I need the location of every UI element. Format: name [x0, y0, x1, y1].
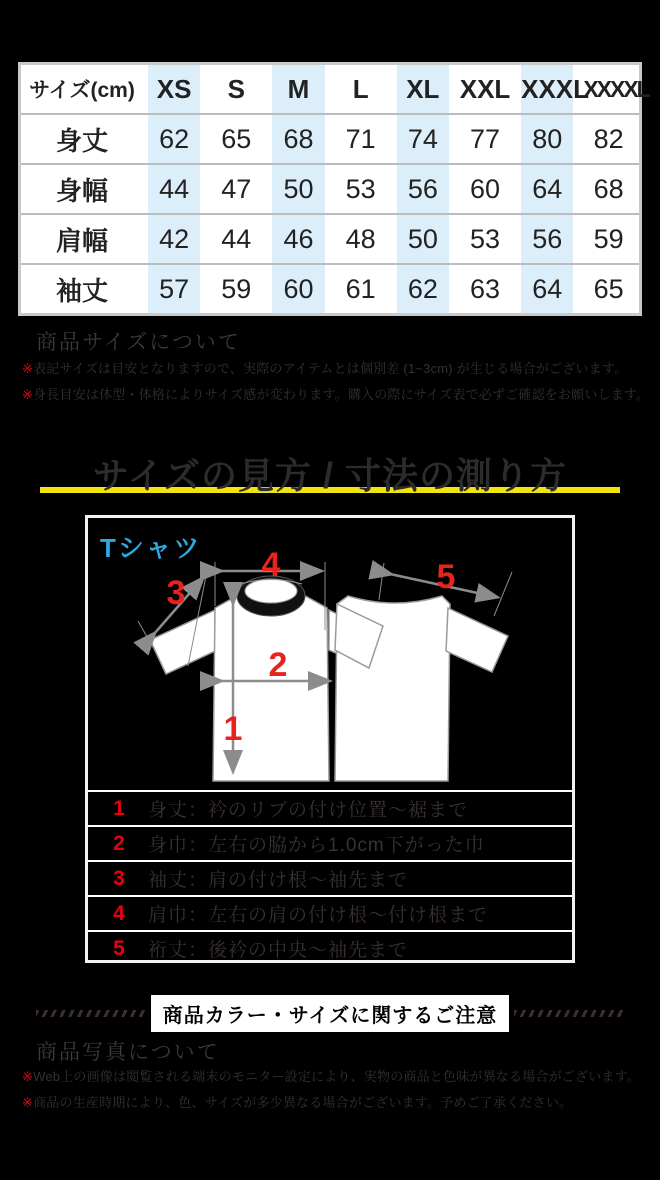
size-table-header-xs: XS [143, 64, 205, 115]
cell-value: 56 [392, 164, 454, 214]
cell-value: 50 [392, 214, 454, 264]
cell-value: 46 [267, 214, 329, 264]
photo-note-2 [22, 1090, 652, 1116]
legend-row-4 [88, 895, 572, 930]
cell-value: 63 [454, 264, 516, 315]
legend-row-2 [88, 825, 572, 860]
photo-notes [22, 1064, 652, 1116]
front-body [213, 588, 329, 782]
cell-value: 42 [143, 214, 205, 264]
legend-text: 肩巾：左右の肩の付け根〜付け根まで [148, 905, 489, 926]
cell-value: 71 [330, 114, 392, 164]
legend-text: 身丈：衿のリブの付け位置〜裾まで [148, 800, 469, 821]
cell-value: 53 [330, 164, 392, 214]
legend-number: 4 [113, 901, 125, 925]
legend-row-1 [88, 790, 572, 825]
cell-value: 64 [516, 164, 578, 214]
legend-row-5 [88, 930, 572, 965]
cell-value: 77 [454, 114, 516, 164]
front-left-sleeve [150, 610, 215, 674]
table-row-body-length [20, 114, 641, 164]
measure-diagram-box [85, 515, 575, 963]
size-table-header-xxxxl: XXXXL [583, 75, 649, 102]
legend-text: 袖丈：肩の付け根〜袖先まで [148, 870, 409, 891]
cell-value: 61 [330, 264, 392, 315]
note-marker: ※ [22, 1069, 34, 1084]
cell-value: 64 [516, 264, 578, 315]
cell-value: 74 [392, 114, 454, 164]
cell-value: 62 [392, 264, 454, 315]
size-table-header-unit: サイズ(cm) [29, 79, 135, 102]
photo-note-1 [22, 1064, 652, 1090]
color-size-notice-banner-row [0, 995, 660, 1032]
measure-number-5: 5 [436, 558, 456, 596]
cell-value: 44 [205, 214, 267, 264]
cell-value: 59 [578, 214, 640, 264]
table-row-body-width [20, 164, 641, 214]
cell-value: 53 [454, 214, 516, 264]
back-shirt-shape [335, 596, 508, 781]
cell-value: 62 [143, 114, 205, 164]
size-table-header-l: L [352, 73, 369, 104]
cell-value: 82 [578, 114, 640, 164]
cell-value: 57 [143, 264, 205, 315]
cell-value: 44 [143, 164, 205, 214]
table-row-shoulder-width [20, 214, 641, 264]
size-table-header-s: S [227, 73, 245, 104]
size-table-header-m: M [267, 64, 329, 115]
legend-number: 1 [113, 796, 125, 820]
dash-decoration-right [514, 1010, 624, 1017]
size-table-header-row [20, 64, 641, 115]
color-size-notice-banner: 商品カラー・サイズに関するご注意 [151, 995, 509, 1032]
table-row-sleeve-length [20, 264, 641, 315]
size-section-heading: 商品サイズについて [36, 331, 241, 354]
size-table-header-xl: XL [392, 64, 454, 115]
measure-number-1: 1 [223, 710, 243, 748]
size-note-1 [22, 356, 652, 382]
cell-value: 68 [578, 164, 640, 214]
note-text: Web上の画像は閲覧される端末のモニター設定により、実物の商品と色味が異なる場合がございます。 [33, 1069, 640, 1084]
cell-value: 48 [330, 214, 392, 264]
diagram-product-label: Tシャツ [100, 533, 202, 563]
legend-number: 3 [113, 866, 125, 890]
cell-value: 68 [267, 114, 329, 164]
measure-number-4: 4 [261, 546, 281, 584]
note-text: 商品の生産時期により、色、サイズが多少異なる場合がございます。予めご了承ください。 [33, 1095, 573, 1110]
cell-value: 50 [267, 164, 329, 214]
cell-value: 65 [205, 114, 267, 164]
legend-number: 5 [113, 936, 125, 960]
measure-number-3: 3 [166, 574, 186, 612]
measure-number-2: 2 [268, 646, 288, 684]
legend-number: 2 [113, 831, 125, 855]
size-table-header-xxl: XXL [459, 73, 511, 104]
measure-legend [88, 790, 572, 965]
legend-row-3 [88, 860, 572, 895]
measure-title: サイズの見方 / 寸法の測り方 [92, 455, 568, 496]
note-text: 表記サイズは目安となりますので、実際のアイテムとは個別差 (1~3cm) が生じる場合がございます。 [33, 361, 628, 376]
note-marker: ※ [22, 387, 34, 402]
cell-value: 59 [205, 264, 267, 315]
row-label: 肩幅 [20, 214, 144, 264]
cell-value: 47 [205, 164, 267, 214]
size-table-header-xxxl: XXXL [516, 64, 578, 115]
note-marker: ※ [22, 1095, 34, 1110]
cell-value: 60 [454, 164, 516, 214]
legend-text: 身巾：左右の脇から1.0cm下がった巾 [148, 835, 485, 856]
dash-decoration-left [36, 1010, 146, 1017]
cell-value: 80 [516, 114, 578, 164]
row-label: 袖丈 [20, 264, 144, 315]
row-label: 身幅 [20, 164, 144, 214]
photo-section-heading: 商品写真について [36, 1041, 220, 1064]
size-table [18, 62, 649, 316]
row-label: 身丈 [20, 114, 144, 164]
cell-value: 56 [516, 214, 578, 264]
note-text: 身長目安は体型・体格によりサイズ感が変わります。購入の際にサイズ表で必ずご確認をお願いします。 [33, 387, 650, 402]
size-note-2 [22, 382, 652, 408]
legend-text: 裄丈：後衿の中央〜袖先まで [148, 940, 409, 961]
cell-value: 65 [578, 264, 640, 315]
size-notes [22, 356, 652, 408]
cell-value: 60 [267, 264, 329, 315]
note-marker: ※ [22, 361, 34, 376]
back-right-sleeve [446, 608, 508, 672]
